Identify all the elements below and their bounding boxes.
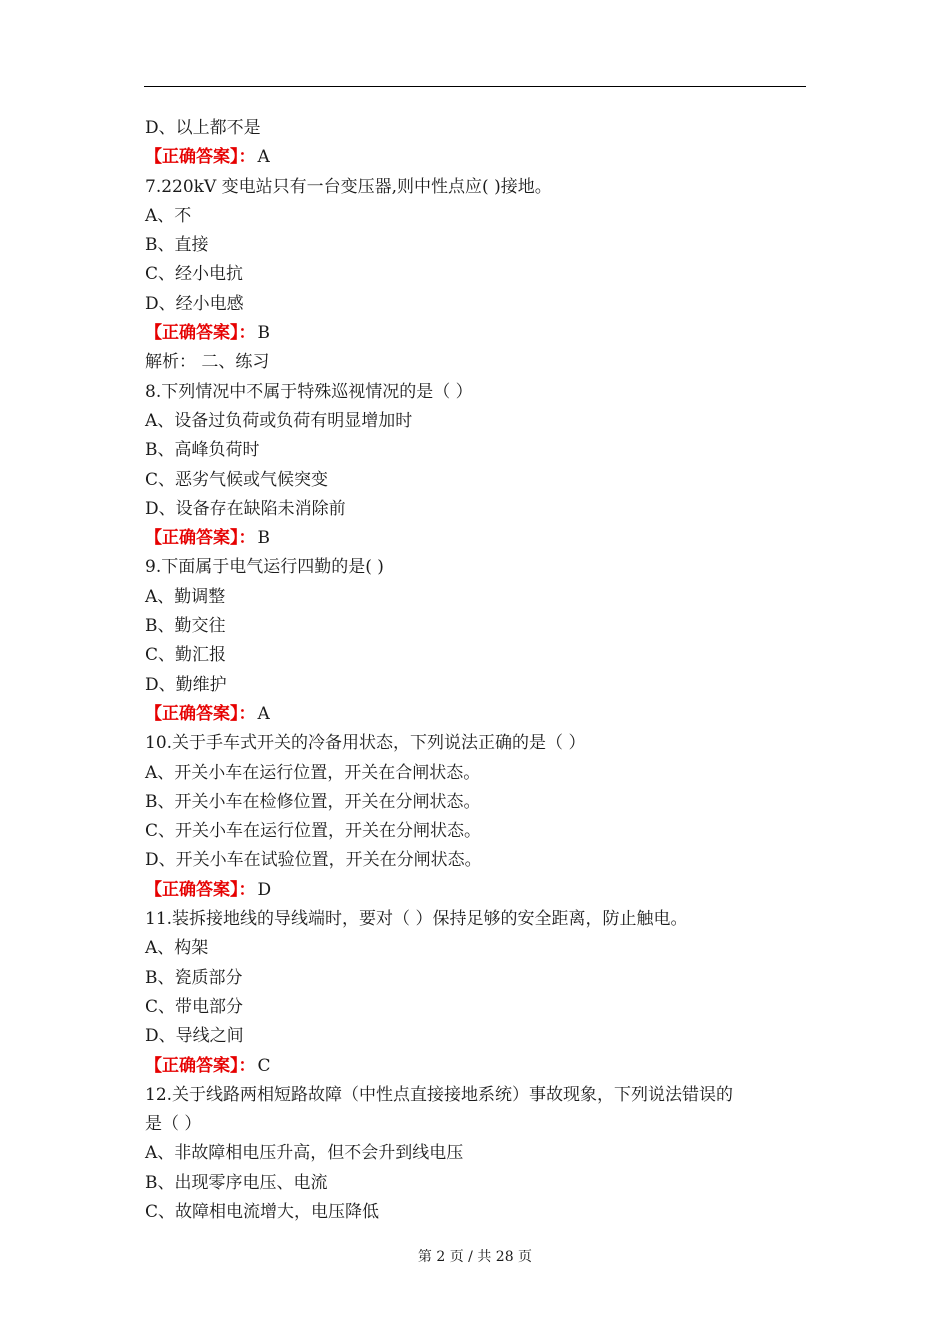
option-text: A、设备过负荷或负荷有明显增加时 [145,410,413,431]
header-rule [144,86,806,87]
option-text: B、开关小车在检修位置，开关在分闸状态。 [145,791,481,812]
question-text: 是（ ） [145,1114,202,1135]
answer-line [145,876,807,905]
option-text: D、以上都不是 [145,118,261,138]
answer-label: 【正确答案】： [145,323,256,344]
option-text: C、带电部分 [145,996,244,1017]
option-text: A、勤调整 [145,586,226,607]
answer-label: 【正确答案】： [145,703,256,724]
option-text: B、勤交往 [145,616,226,637]
answer-value: A [257,703,270,724]
option-text: D、开关小车在试验位置，开关在分闸状态。 [145,850,482,871]
answer-value: B [257,323,270,344]
option-text: B、高峰负荷时 [145,440,260,461]
document-body [145,114,807,1227]
answer-value: A [257,147,270,168]
answer-line [145,524,807,553]
page-footer: 第 2 页 / 共 28 页 [417,1249,533,1265]
option-text: C、勤汇报 [145,645,227,666]
answer-line [145,1052,807,1081]
option-text: C、故障相电流增大，电压降低 [145,1201,380,1222]
answer-line [145,319,807,348]
question-text: 12.关于线路两相短路故障（中性点直接接地系统）事故现象，下列说法错误的 [145,1084,734,1105]
question-text: 10.关于手车式开关的冷备用状态，下列说法正确的是（ ） [145,733,586,754]
answer-line [145,143,807,172]
answer-label: 【正确答案】： [145,879,256,900]
answer-line [145,700,807,729]
question-text: 8.下列情况中不属于特殊巡视情况的是（ ） [145,381,473,402]
answer-label: 【正确答案】： [145,528,256,549]
option-text: A、非故障相电压升高，但不会升到线电压 [145,1143,464,1164]
answer-value: D [257,879,272,900]
option-text: B、出现零序电压、电流 [145,1172,328,1193]
option-text: D、勤维护 [145,674,227,695]
option-text: C、开关小车在运行位置，开关在分闸状态。 [145,821,482,842]
answer-value: B [257,528,270,549]
option-text: D、设备存在缺陷未消除前 [145,498,346,519]
option-text: B、直接 [145,235,209,256]
option-text: A、不 [145,205,192,226]
option-text: D、经小电感 [145,293,244,314]
option-text: B、瓷质部分 [145,967,243,988]
option-text: A、开关小车在运行位置，开关在合闸状态。 [145,762,481,783]
answer-value: C [257,1055,271,1076]
option-text: D、导线之间 [145,1026,244,1047]
question-text: 11.装拆接地线的导线端时，要对（ ）保持足够的安全距离，防止触电。 [145,909,688,930]
option-text: C、经小电抗 [145,264,244,285]
answer-label: 【正确答案】： [145,147,256,168]
option-text: C、恶劣气候或气候突变 [145,469,329,490]
analysis-text: 解析： 二、练习 [145,352,270,373]
question-text: 9.下面属于电气运行四勤的是( ) [145,557,384,578]
option-text: A、构架 [145,938,209,959]
answer-label: 【正确答案】： [145,1055,256,1076]
question-text: 7.220kV 变电站只有一台变压器,则中性点应( )接地。 [145,176,552,197]
